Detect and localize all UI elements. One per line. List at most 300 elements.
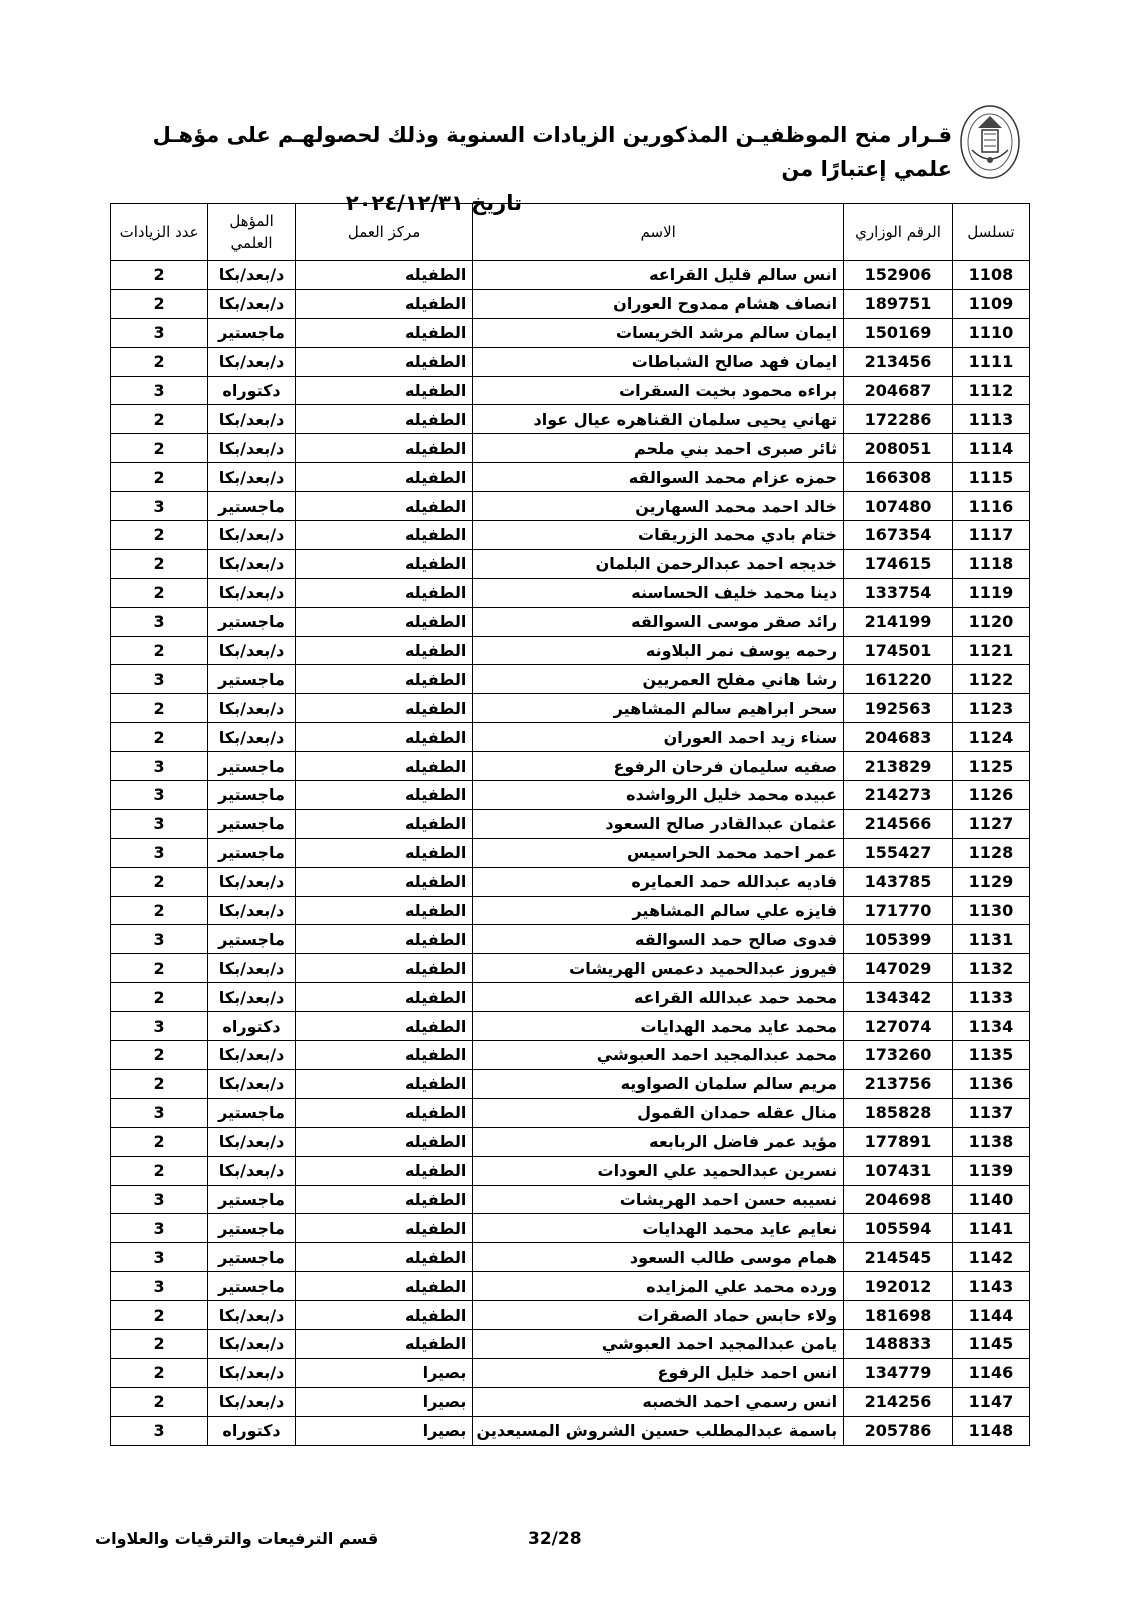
cell-work-center: الطفيله	[295, 694, 472, 723]
cell-work-center: الطفيله	[295, 607, 472, 636]
cell-serial: 1148	[952, 1416, 1029, 1445]
cell-work-center: الطفيله	[295, 781, 472, 810]
table-row	[111, 983, 1030, 1012]
cell-ministry-id: 172286	[844, 405, 953, 434]
cell-serial: 1117	[952, 521, 1029, 550]
cell-qualification: د/بعد/بكا	[208, 1127, 296, 1156]
cell-increments: 2	[111, 1069, 208, 1098]
cell-qualification: د/بعد/بكا	[208, 434, 296, 463]
table-row	[111, 1329, 1030, 1358]
table-body	[111, 261, 1030, 1446]
cell-name: سناء زيد احمد العوران	[473, 723, 844, 752]
header-increments: عدد الزيادات	[111, 204, 208, 261]
cell-increments: 3	[111, 1243, 208, 1272]
table-row	[111, 318, 1030, 347]
cell-serial: 1114	[952, 434, 1029, 463]
cell-work-center: الطفيله	[295, 521, 472, 550]
cell-ministry-id: 166308	[844, 463, 953, 492]
cell-work-center: الطفيله	[295, 1127, 472, 1156]
cell-increments: 3	[111, 318, 208, 347]
cell-ministry-id: 133754	[844, 578, 953, 607]
cell-qualification: دكتوراه	[208, 1416, 296, 1445]
title-line-1: قـرار منح الموظفيـن المذكورين الزيادات السنوية وذلك لحصولهـم على مؤهـل علمي إعتبارًا من	[152, 123, 952, 181]
cell-increments: 2	[111, 867, 208, 896]
cell-name: محمد حمد عبدالله القراعه	[473, 983, 844, 1012]
cell-work-center: الطفيله	[295, 636, 472, 665]
table-row	[111, 492, 1030, 521]
table-row	[111, 809, 1030, 838]
cell-increments: 2	[111, 723, 208, 752]
cell-ministry-id: 192012	[844, 1272, 953, 1301]
cell-name: محمد عايد محمد الهدايات	[473, 1012, 844, 1041]
cell-name: فايزه علي سالم المشاهير	[473, 896, 844, 925]
cell-ministry-id: 214256	[844, 1387, 953, 1416]
cell-serial: 1136	[952, 1069, 1029, 1098]
cell-ministry-id: 134779	[844, 1358, 953, 1387]
cell-name: تهاني يحيى سلمان القناهره عيال عواد	[473, 405, 844, 434]
table-row	[111, 1041, 1030, 1070]
cell-increments: 3	[111, 838, 208, 867]
cell-ministry-id: 189751	[844, 289, 953, 318]
cell-serial: 1132	[952, 954, 1029, 983]
cell-qualification: ماجستير	[208, 665, 296, 694]
cell-increments: 2	[111, 1041, 208, 1070]
cell-increments: 2	[111, 1301, 208, 1330]
cell-qualification: ماجستير	[208, 752, 296, 781]
cell-qualification: ماجستير	[208, 1272, 296, 1301]
cell-work-center: الطفيله	[295, 1069, 472, 1098]
table-row	[111, 867, 1030, 896]
table-row	[111, 694, 1030, 723]
cell-qualification: د/بعد/بكا	[208, 289, 296, 318]
cell-qualification: ماجستير	[208, 838, 296, 867]
cell-increments: 3	[111, 1012, 208, 1041]
cell-ministry-id: 147029	[844, 954, 953, 983]
cell-ministry-id: 105399	[844, 925, 953, 954]
cell-serial: 1108	[952, 261, 1029, 290]
cell-serial: 1129	[952, 867, 1029, 896]
page-number: 32/28	[528, 1529, 582, 1549]
cell-name: نعايم عايد محمد الهدايات	[473, 1214, 844, 1243]
cell-work-center: الطفيله	[295, 318, 472, 347]
cell-name: صفيه سليمان فرحان الرفوع	[473, 752, 844, 781]
cell-qualification: ماجستير	[208, 925, 296, 954]
cell-increments: 2	[111, 434, 208, 463]
cell-increments: 2	[111, 1156, 208, 1185]
table-row	[111, 1214, 1030, 1243]
cell-work-center: الطفيله	[295, 347, 472, 376]
cell-name: عبيده محمد خليل الرواشده	[473, 781, 844, 810]
table-row	[111, 376, 1030, 405]
cell-increments: 3	[111, 809, 208, 838]
cell-work-center: الطفيله	[295, 867, 472, 896]
cell-ministry-id: 204698	[844, 1185, 953, 1214]
cell-qualification: د/بعد/بكا	[208, 1329, 296, 1358]
cell-work-center: الطفيله	[295, 549, 472, 578]
cell-ministry-id: 177891	[844, 1127, 953, 1156]
table-row	[111, 1387, 1030, 1416]
cell-ministry-id: 134342	[844, 983, 953, 1012]
cell-ministry-id: 205786	[844, 1416, 953, 1445]
cell-name: همام موسى طالب السعود	[473, 1243, 844, 1272]
cell-increments: 2	[111, 289, 208, 318]
cell-qualification: ماجستير	[208, 1214, 296, 1243]
cell-serial: 1146	[952, 1358, 1029, 1387]
cell-qualification: د/بعد/بكا	[208, 1301, 296, 1330]
cell-qualification: د/بعد/بكا	[208, 1041, 296, 1070]
cell-serial: 1144	[952, 1301, 1029, 1330]
cell-qualification: د/بعد/بكا	[208, 1156, 296, 1185]
cell-increments: 2	[111, 261, 208, 290]
cell-ministry-id: 167354	[844, 521, 953, 550]
cell-name: عمر احمد محمد الحراسيس	[473, 838, 844, 867]
cell-work-center: بصيرا	[295, 1358, 472, 1387]
header-qualification: المؤهل العلمي	[208, 204, 296, 261]
table-row	[111, 1098, 1030, 1127]
header-work-center: مركز العمل	[295, 204, 472, 261]
cell-name: ثائر صبرى احمد بني ملحم	[473, 434, 844, 463]
cell-work-center: الطفيله	[295, 492, 472, 521]
cell-ministry-id: 214566	[844, 809, 953, 838]
cell-serial: 1119	[952, 578, 1029, 607]
cell-name: حمزه عزام محمد السوالقه	[473, 463, 844, 492]
cell-serial: 1135	[952, 1041, 1029, 1070]
cell-name: نسرين عبدالحميد علي العودات	[473, 1156, 844, 1185]
cell-name: ورده محمد علي المزايده	[473, 1272, 844, 1301]
cell-work-center: الطفيله	[295, 376, 472, 405]
cell-qualification: ماجستير	[208, 607, 296, 636]
table-row	[111, 954, 1030, 983]
cell-increments: 3	[111, 376, 208, 405]
cell-name: رحمه يوسف نمر البلاونه	[473, 636, 844, 665]
cell-serial: 1124	[952, 723, 1029, 752]
cell-serial: 1139	[952, 1156, 1029, 1185]
cell-work-center: الطفيله	[295, 896, 472, 925]
cell-increments: 3	[111, 925, 208, 954]
table-row	[111, 665, 1030, 694]
cell-qualification: د/بعد/بكا	[208, 521, 296, 550]
cell-ministry-id: 213456	[844, 347, 953, 376]
cell-work-center: الطفيله	[295, 1301, 472, 1330]
table-row	[111, 434, 1030, 463]
cell-serial: 1125	[952, 752, 1029, 781]
table-header-row	[111, 204, 1030, 261]
cell-serial: 1122	[952, 665, 1029, 694]
cell-work-center: الطفيله	[295, 1012, 472, 1041]
table-row	[111, 405, 1030, 434]
table-row	[111, 347, 1030, 376]
cell-serial: 1138	[952, 1127, 1029, 1156]
cell-name: مريم سالم سلمان الصواويه	[473, 1069, 844, 1098]
cell-qualification: د/بعد/بكا	[208, 954, 296, 983]
header-ministry-id: الرقم الوزاري	[844, 204, 953, 261]
cell-increments: 2	[111, 405, 208, 434]
cell-name: فدوى صالح حمد السوالقه	[473, 925, 844, 954]
table-row	[111, 1243, 1030, 1272]
cell-increments: 3	[111, 665, 208, 694]
cell-serial: 1137	[952, 1098, 1029, 1127]
cell-ministry-id: 152906	[844, 261, 953, 290]
table-row	[111, 1127, 1030, 1156]
cell-ministry-id: 148833	[844, 1329, 953, 1358]
table-row	[111, 521, 1030, 550]
footer-department: قسم الترفيعات والترقيات والعلاوات	[95, 1529, 379, 1548]
cell-serial: 1134	[952, 1012, 1029, 1041]
table-row	[111, 1012, 1030, 1041]
cell-qualification: ماجستير	[208, 781, 296, 810]
cell-increments: 3	[111, 752, 208, 781]
cell-serial: 1111	[952, 347, 1029, 376]
cell-work-center: الطفيله	[295, 1329, 472, 1358]
cell-qualification: د/بعد/بكا	[208, 636, 296, 665]
cell-increments: 2	[111, 578, 208, 607]
cell-work-center: الطفيله	[295, 723, 472, 752]
cell-serial: 1126	[952, 781, 1029, 810]
cell-qualification: د/بعد/بكا	[208, 405, 296, 434]
table-row	[111, 607, 1030, 636]
cell-serial: 1110	[952, 318, 1029, 347]
cell-serial: 1120	[952, 607, 1029, 636]
table-row	[111, 1069, 1030, 1098]
cell-increments: 2	[111, 954, 208, 983]
cell-serial: 1143	[952, 1272, 1029, 1301]
cell-ministry-id: 107431	[844, 1156, 953, 1185]
cell-increments: 3	[111, 1416, 208, 1445]
title-line-2: تاريخ ٢٠٢٤/١٢/٣١	[345, 191, 522, 215]
cell-serial: 1145	[952, 1329, 1029, 1358]
cell-name: انس سالم قليل القراعه	[473, 261, 844, 290]
cell-name: فاديه عبدالله حمد العمايره	[473, 867, 844, 896]
cell-work-center: بصيرا	[295, 1416, 472, 1445]
table-row	[111, 636, 1030, 665]
cell-ministry-id: 213756	[844, 1069, 953, 1098]
cell-qualification: ماجستير	[208, 1098, 296, 1127]
table-row	[111, 1416, 1030, 1445]
cell-work-center: الطفيله	[295, 1214, 472, 1243]
cell-name: منال عقله حمدان القمول	[473, 1098, 844, 1127]
cell-qualification: د/بعد/بكا	[208, 347, 296, 376]
cell-increments: 2	[111, 983, 208, 1012]
table-row	[111, 1185, 1030, 1214]
cell-work-center: الطفيله	[295, 578, 472, 607]
cell-name: رشا هاني مفلح العمريين	[473, 665, 844, 694]
cell-name: براءه محمود بخيت السقرات	[473, 376, 844, 405]
cell-serial: 1123	[952, 694, 1029, 723]
cell-increments: 3	[111, 1272, 208, 1301]
cell-ministry-id: 107480	[844, 492, 953, 521]
cell-work-center: الطفيله	[295, 289, 472, 318]
cell-work-center: الطفيله	[295, 1098, 472, 1127]
cell-increments: 3	[111, 607, 208, 636]
cell-work-center: الطفيله	[295, 261, 472, 290]
cell-name: عثمان عبدالقادر صالح السعود	[473, 809, 844, 838]
cell-serial: 1140	[952, 1185, 1029, 1214]
table-row	[111, 925, 1030, 954]
cell-serial: 1109	[952, 289, 1029, 318]
table-row	[111, 1156, 1030, 1185]
cell-ministry-id: 127074	[844, 1012, 953, 1041]
cell-increments: 2	[111, 1127, 208, 1156]
cell-work-center: الطفيله	[295, 1185, 472, 1214]
cell-ministry-id: 204687	[844, 376, 953, 405]
cell-serial: 1133	[952, 983, 1029, 1012]
cell-qualification: د/بعد/بكا	[208, 694, 296, 723]
cell-increments: 3	[111, 781, 208, 810]
cell-serial: 1112	[952, 376, 1029, 405]
cell-name: ايمان فهد صالح الشباطات	[473, 347, 844, 376]
cell-work-center: بصيرا	[295, 1387, 472, 1416]
cell-ministry-id: 173260	[844, 1041, 953, 1070]
cell-increments: 3	[111, 492, 208, 521]
cell-name: ولاء حابس حماد الصقرات	[473, 1301, 844, 1330]
cell-ministry-id: 155427	[844, 838, 953, 867]
cell-serial: 1115	[952, 463, 1029, 492]
cell-name: مؤيد عمر فاضل الربابعه	[473, 1127, 844, 1156]
cell-name: يامن عبدالمجيد احمد العبوشي	[473, 1329, 844, 1358]
cell-increments: 2	[111, 347, 208, 376]
header-serial: تسلسل	[952, 204, 1029, 261]
cell-qualification: د/بعد/بكا	[208, 896, 296, 925]
cell-increments: 3	[111, 1185, 208, 1214]
cell-name: خالد احمد محمد السهارين	[473, 492, 844, 521]
cell-increments: 3	[111, 1098, 208, 1127]
cell-ministry-id: 171770	[844, 896, 953, 925]
cell-work-center: الطفيله	[295, 434, 472, 463]
cell-increments: 2	[111, 463, 208, 492]
cell-increments: 2	[111, 1387, 208, 1416]
cell-name: سحر ابراهيم سالم المشاهير	[473, 694, 844, 723]
cell-increments: 2	[111, 694, 208, 723]
cell-qualification: د/بعد/بكا	[208, 983, 296, 1012]
cell-work-center: الطفيله	[295, 665, 472, 694]
cell-qualification: دكتوراه	[208, 376, 296, 405]
cell-qualification: د/بعد/بكا	[208, 1387, 296, 1416]
cell-ministry-id: 105594	[844, 1214, 953, 1243]
cell-qualification: د/بعد/بكا	[208, 723, 296, 752]
table-row	[111, 1358, 1030, 1387]
cell-work-center: الطفيله	[295, 954, 472, 983]
table-row	[111, 261, 1030, 290]
cell-qualification: د/بعد/بكا	[208, 261, 296, 290]
cell-ministry-id: 143785	[844, 867, 953, 896]
table-row	[111, 578, 1030, 607]
cell-work-center: الطفيله	[295, 983, 472, 1012]
cell-qualification: د/بعد/بكا	[208, 578, 296, 607]
cell-qualification: د/بعد/بكا	[208, 549, 296, 578]
cell-serial: 1121	[952, 636, 1029, 665]
cell-serial: 1131	[952, 925, 1029, 954]
cell-name: انس احمد خليل الرفوع	[473, 1358, 844, 1387]
cell-increments: 2	[111, 521, 208, 550]
table-row	[111, 752, 1030, 781]
table-row	[111, 781, 1030, 810]
cell-serial: 1118	[952, 549, 1029, 578]
cell-ministry-id: 208051	[844, 434, 953, 463]
cell-serial: 1128	[952, 838, 1029, 867]
cell-qualification: د/بعد/بكا	[208, 1358, 296, 1387]
cell-name: نسيبه حسن احمد الهريشات	[473, 1185, 844, 1214]
cell-ministry-id: 214273	[844, 781, 953, 810]
cell-work-center: الطفيله	[295, 809, 472, 838]
cell-increments: 2	[111, 1329, 208, 1358]
cell-serial: 1113	[952, 405, 1029, 434]
cell-ministry-id: 181698	[844, 1301, 953, 1330]
cell-name: رائد صقر موسى السوالقه	[473, 607, 844, 636]
cell-serial: 1127	[952, 809, 1029, 838]
table-row	[111, 549, 1030, 578]
cell-qualification: د/بعد/بكا	[208, 1069, 296, 1098]
cell-name: ايمان سالم مرشد الخريسات	[473, 318, 844, 347]
cell-increments: 3	[111, 1214, 208, 1243]
table-row	[111, 723, 1030, 752]
cell-work-center: الطفيله	[295, 463, 472, 492]
cell-ministry-id: 161220	[844, 665, 953, 694]
cell-ministry-id: 174615	[844, 549, 953, 578]
cell-ministry-id: 204683	[844, 723, 953, 752]
cell-work-center: الطفيله	[295, 752, 472, 781]
cell-ministry-id: 214199	[844, 607, 953, 636]
cell-qualification: ماجستير	[208, 1185, 296, 1214]
cell-ministry-id: 214545	[844, 1243, 953, 1272]
table-row	[111, 838, 1030, 867]
cell-work-center: الطفيله	[295, 1041, 472, 1070]
cell-qualification: د/بعد/بكا	[208, 463, 296, 492]
cell-serial: 1130	[952, 896, 1029, 925]
cell-work-center: الطفيله	[295, 925, 472, 954]
cell-name: انس رسمي احمد الخصبه	[473, 1387, 844, 1416]
cell-name: خديجه احمد عبدالرحمن البلمان	[473, 549, 844, 578]
cell-increments: 2	[111, 636, 208, 665]
cell-work-center: الطفيله	[295, 838, 472, 867]
cell-serial: 1116	[952, 492, 1029, 521]
cell-work-center: الطفيله	[295, 1272, 472, 1301]
cell-qualification: ماجستير	[208, 809, 296, 838]
cell-name: فيروز عبدالحميد دعمس الهريشات	[473, 954, 844, 983]
cell-qualification: ماجستير	[208, 1243, 296, 1272]
cell-ministry-id: 192563	[844, 694, 953, 723]
cell-serial: 1141	[952, 1214, 1029, 1243]
cell-qualification: ماجستير	[208, 318, 296, 347]
jordan-coat-of-arms-icon	[958, 98, 1022, 182]
cell-name: دينا محمد خليف الحساسنه	[473, 578, 844, 607]
cell-name: محمد عبدالمجيد احمد العبوشي	[473, 1041, 844, 1070]
cell-serial: 1142	[952, 1243, 1029, 1272]
cell-ministry-id: 185828	[844, 1098, 953, 1127]
cell-name: ختام بادي محمد الزريقات	[473, 521, 844, 550]
cell-name: انصاف هشام ممدوح العوران	[473, 289, 844, 318]
cell-work-center: الطفيله	[295, 1156, 472, 1185]
table-row	[111, 1272, 1030, 1301]
cell-work-center: الطفيله	[295, 405, 472, 434]
cell-ministry-id: 150169	[844, 318, 953, 347]
employees-table	[110, 203, 1030, 1446]
cell-qualification: دكتوراه	[208, 1012, 296, 1041]
cell-increments: 2	[111, 1358, 208, 1387]
cell-qualification: د/بعد/بكا	[208, 867, 296, 896]
cell-increments: 2	[111, 896, 208, 925]
cell-qualification: ماجستير	[208, 492, 296, 521]
cell-name: باسمة عبدالمطلب حسين الشروش المسيعدين	[473, 1416, 844, 1445]
table-row	[111, 1301, 1030, 1330]
cell-ministry-id: 174501	[844, 636, 953, 665]
cell-ministry-id: 213829	[844, 752, 953, 781]
cell-increments: 2	[111, 549, 208, 578]
cell-serial: 1147	[952, 1387, 1029, 1416]
table-row	[111, 289, 1030, 318]
table-row	[111, 463, 1030, 492]
cell-work-center: الطفيله	[295, 1243, 472, 1272]
table-row	[111, 896, 1030, 925]
